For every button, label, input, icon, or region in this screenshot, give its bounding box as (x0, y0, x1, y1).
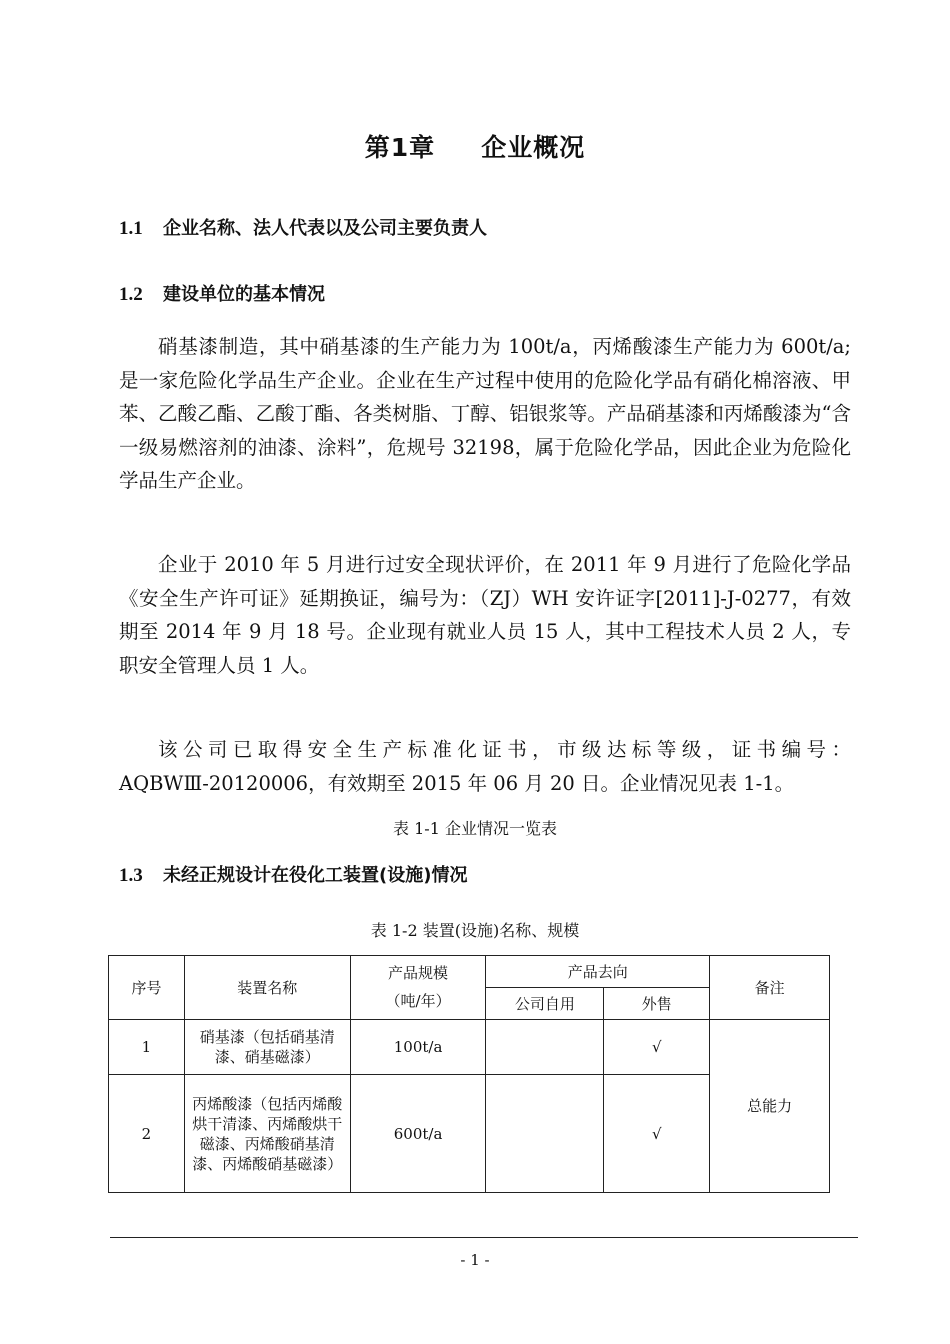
cell-remark: 总能力 (710, 1020, 830, 1193)
chapter-name: 企业概况 (481, 133, 586, 162)
header-remark: 备注 (710, 956, 830, 1020)
cell-self-use (486, 1020, 604, 1075)
page-number: - 1 - (460, 1251, 490, 1269)
section-number: 1.2 (119, 284, 143, 305)
chapter-number: 第1章 (364, 133, 436, 162)
cell-scale: 100t/a (350, 1020, 486, 1075)
header-seq: 序号 (109, 956, 185, 1020)
table-1-1-caption: 表 1-1 企业情况一览表 (393, 819, 557, 838)
table-row (109, 1020, 830, 1075)
header-scale (350, 956, 486, 1020)
header-name: 装置名称 (184, 956, 350, 1020)
section-heading-1-2 (119, 280, 325, 306)
paragraph-basic-info: 硝基漆制造，其中硝基漆的生产能力为 100t/a，丙烯酸漆生产能力为 600t/a; 是一家危险化学品生产企业。企业在生产过程中使用的危险化学品有硝化棉溶液、甲苯、乙酸乙酯、乙酸丁酯、各类树脂、丁醇、铝银浆等。产品硝基漆和丙烯酸漆为“含一级易燃溶剂的油漆、涂料”，危规号 32198，属于危险化学品，因此企业为危险化学品生产企业。 (119, 335, 851, 493)
section-number: 1.1 (119, 218, 143, 239)
paragraph-safety-license: 企业于 2010 年 5 月进行过安全现状评价，在 2011 年 9 月进行了危险化学品《安全生产许可证》延期换证，编号为：（ZJ）WH 安许证字[2011]-J-0277，有效期至 2014 年 9 月 18 号。企业现有就业人员 15 人，其中工程技术人员 2 人，专职安全管理人员 1 人。 (119, 553, 851, 677)
section-number: 1.3 (119, 865, 143, 886)
header-destination: 产品去向 (486, 956, 710, 988)
table-1-2-caption: 表 1-2 装置(设施)名称、规模 (370, 921, 580, 940)
cell-self-use (486, 1075, 604, 1193)
equipment-table (108, 955, 830, 1193)
section-heading-1-3 (119, 861, 467, 887)
header-self-use: 公司自用 (486, 988, 604, 1020)
cell-seq: 1 (109, 1020, 185, 1075)
section-title: 建设单位的基本情况 (163, 284, 325, 305)
cell-name: 硝基漆（包括硝基清漆、硝基磁漆） (184, 1020, 350, 1075)
header-scale-line1: 产品规模 (388, 963, 449, 982)
chapter-title (0, 128, 950, 164)
cell-sale: √ (604, 1075, 710, 1193)
section-title: 企业名称、法人代表以及公司主要负责人 (163, 218, 487, 239)
table-header-row (109, 956, 830, 988)
section-title: 未经正规设计在役化工装置(设施)情况 (163, 865, 468, 886)
header-scale-line2: （吨/年） (385, 991, 451, 1010)
section-heading-1-1 (119, 214, 487, 240)
cell-name: 丙烯酸漆（包括丙烯酸烘干清漆、丙烯酸烘干磁漆、丙烯酸硝基清漆、丙烯酸硝基磁漆） (184, 1075, 350, 1193)
paragraph-standardization: 该公司已取得安全生产标准化证书，市级达标等级，证书编号：AQBWⅢ-20120006，有效期至 2015 年 06 月 20 日。企业情况见表 1-1。 (119, 738, 851, 795)
footer-divider (110, 1237, 858, 1238)
header-sale: 外售 (604, 988, 710, 1020)
cell-scale: 600t/a (350, 1075, 486, 1193)
cell-seq: 2 (109, 1075, 185, 1193)
cell-sale: √ (604, 1020, 710, 1075)
